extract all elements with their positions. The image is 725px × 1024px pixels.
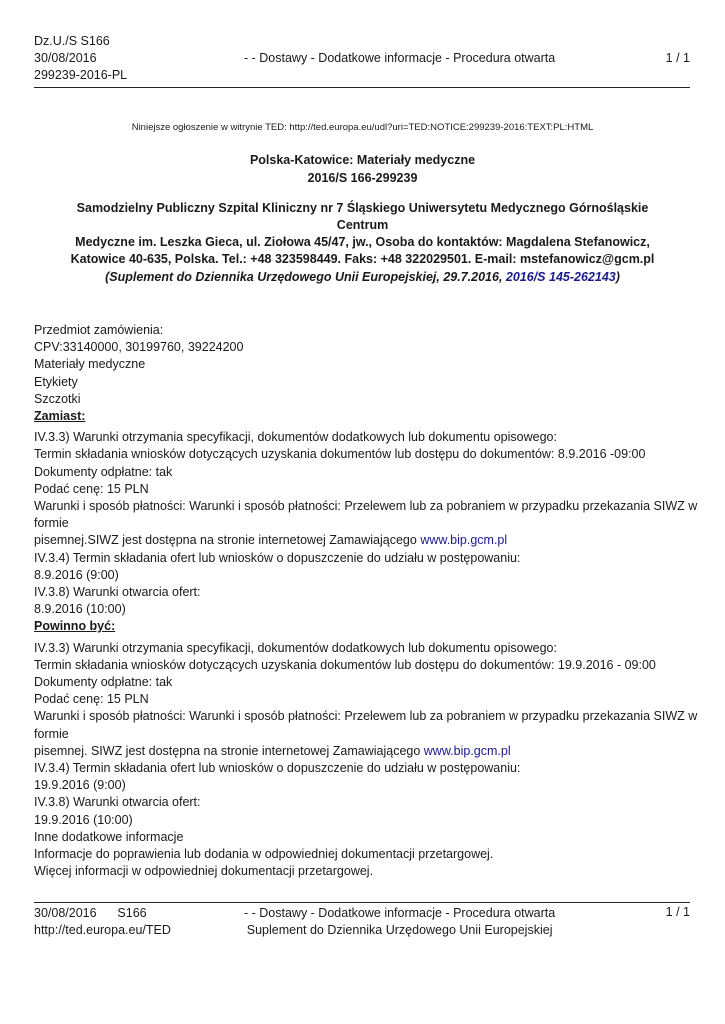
page-footer (34, 902, 690, 943)
header-doc-id: 299239-2016-PL (34, 68, 128, 82)
footer-date-series (34, 905, 171, 922)
instead-siwz-text: pisemnej.SIWZ jest dostępna na stronie internetowej Zamawiającego (34, 533, 421, 548)
should-be-line: Warunki i sposób płatności: Warunki i sposób płatności: Przelewem lub za pobraniem w przypadku przekazania SIWZ w (34, 709, 698, 724)
should-be-line: IV.3.4) Termin składania ofert lub wniosków o dopuszczenie do udziału w postępowaniu: (34, 761, 521, 776)
should-be-line (34, 743, 685, 760)
title-line-1: Polska-Katowice: Materiały medyczne (249, 153, 476, 167)
footer-meta (34, 905, 171, 939)
footer-center-line-1: - - Dostawy - Dodatkowe informacje - Procedura otwarta (244, 906, 556, 920)
footer-series: S166 (117, 906, 147, 920)
subject-cpv: CPV:33140000, 30199760, 39224200 (34, 340, 244, 355)
supplement-link[interactable]: 2016/S 145-262143 (505, 270, 616, 284)
should-be-line: Podać cenę: 15 PLN (34, 692, 149, 707)
notice-body (34, 322, 698, 881)
header-date: 30/08/2016 (34, 51, 97, 65)
should-be-line: IV.3.3) Warunki otrzymania specyfikacji, dokumentów dodatkowych lub dokumentu opisowego: (34, 640, 557, 655)
footer-center-line-2: Suplement do Dziennika Urzędowego Unii Europejskiej (246, 923, 553, 937)
instead-heading: Zamiast: (34, 409, 86, 424)
subject-label: Przedmiot zamówienia: (34, 323, 164, 337)
subject-item: Szczotki (34, 391, 81, 406)
instead-line: 8.9.2016 (10:00) (34, 602, 126, 617)
page-header (34, 33, 690, 88)
title-line-2: 2016/S 166-299239 (307, 171, 418, 185)
header-page-number: 1 / 1 (665, 51, 690, 65)
footer-center (244, 905, 555, 939)
header-journal: Dz.U./S S166 (34, 34, 110, 48)
authority-line-1: Samodzielny Publiczny Szpital Kliniczny nr 7 Śląskiego Uniwersytetu Medycznego Górnośląskie Centrum (76, 201, 649, 232)
should-be-line: formie (34, 726, 69, 741)
footer-url[interactable]: http://ted.europa.eu/TED (34, 923, 171, 937)
instead-line (34, 532, 685, 549)
other-info-line: Inne dodatkowe informacje (34, 829, 184, 844)
other-info-line: Informacje do poprawienia lub dodania w odpowiedniej dokumentacji przetargowej. (34, 847, 494, 862)
subject-item: Materiały medyczne (34, 357, 146, 372)
footer-page-number: 1 / 1 (665, 905, 690, 919)
supplement-reference (0, 270, 725, 284)
instead-line: IV.3.8) Warunki otwarcia ofert: (34, 585, 201, 600)
instead-line: Warunki i sposób płatności: Warunki i sposób płatności: Przelewem lub za pobraniem w przypadku przekazania SIWZ w (34, 499, 698, 514)
contracting-authority (50, 200, 675, 268)
header-title: - - Dostawy - Dodatkowe informacje - Procedura otwarta (244, 51, 556, 65)
subject-item: Etykiety (34, 374, 78, 389)
should-be-line: Termin składania wniosków dotyczących uzyskania dokumentów lub dostępu do dokumentów: 19.9.2016 - 09:00 (34, 657, 656, 672)
should-be-line: 19.9.2016 (9:00) (34, 778, 126, 793)
authority-line-3: Katowice 40-635, Polska. Tel.: +48 323598449. Faks: +48 322029501. E-mail: mstefanowicz@gcm.pl (70, 252, 655, 266)
header-meta (34, 33, 127, 84)
instead-line: Podać cenę: 15 PLN (34, 481, 149, 496)
supplement-prefix: (Suplement do Dziennika Urzędowego Unii Europejskiej, 29.7.2016, (105, 270, 506, 284)
should-be-heading: Powinno być: (34, 619, 116, 634)
instead-line: formie (34, 516, 69, 531)
should-be-bip-link[interactable]: www.bip.gcm.pl (423, 743, 511, 758)
other-info-line: Więcej informacji w odpowiedniej dokumentacji przetargowej. (34, 864, 374, 879)
instead-line: IV.3.3) Warunki otrzymania specyfikacji, dokumentów dodatkowych lub dokumentu opisowego: (34, 430, 557, 445)
should-be-line: IV.3.8) Warunki otwarcia ofert: (34, 795, 201, 810)
footer-date: 30/08/2016 (34, 906, 97, 920)
supplement-suffix: ) (615, 270, 620, 284)
instead-bip-link[interactable]: www.bip.gcm.pl (420, 533, 508, 548)
should-be-siwz-text: pisemnej. SIWZ jest dostępna na stronie internetowej Zamawiającego (34, 743, 424, 758)
instead-line: IV.3.4) Termin składania ofert lub wniosków o dopuszczenie do udziału w postępowaniu: (34, 550, 521, 565)
should-be-line: 19.9.2016 (10:00) (34, 812, 133, 827)
instead-line: Termin składania wniosków dotyczących uzyskania dokumentów lub dostępu do dokumentów: 8.9.2016 -09:00 (34, 447, 646, 462)
instead-line: Dokumenty odpłatne: tak (34, 464, 173, 479)
instead-line: 8.9.2016 (9:00) (34, 567, 119, 582)
ted-notice-link[interactable]: Niniejsze ogłoszenie w witrynie TED: http://ted.europa.eu/udl?uri=TED:NOTICE:299239-2016:TEXT:PL:HTML (131, 122, 594, 133)
should-be-line: Dokumenty odpłatne: tak (34, 675, 173, 690)
notice-title (0, 151, 725, 187)
authority-line-2: Medyczne im. Leszka Gieca, ul. Ziołowa 45/47, jw., Osoba do kontaktów: Magdalena Stefanowicz, (75, 235, 650, 249)
